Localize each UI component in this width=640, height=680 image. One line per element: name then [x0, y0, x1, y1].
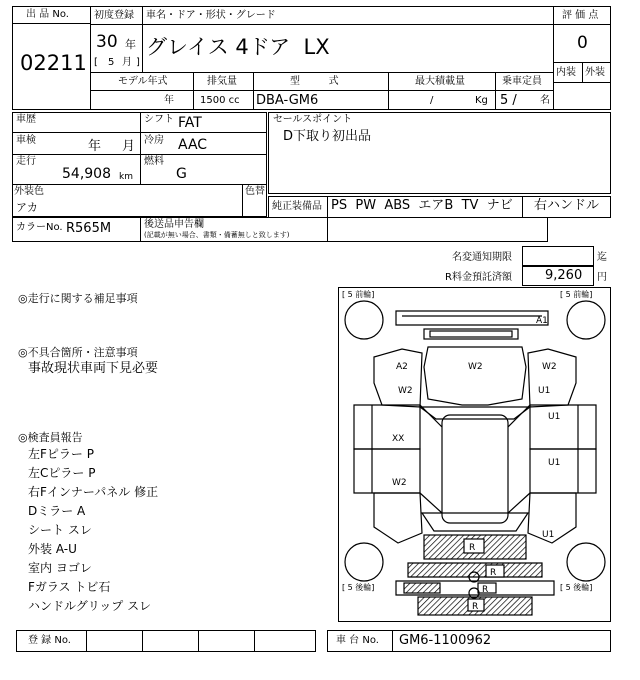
color-no-value: R565M — [66, 221, 112, 236]
tire-rear-right — [567, 543, 605, 581]
inspection-month-unit: 月 — [122, 139, 136, 154]
history-label: 車歴 — [16, 114, 36, 125]
left-front-fender — [374, 349, 422, 407]
damage-mark: A2 — [396, 362, 408, 372]
score-label: 評 価 点 — [562, 10, 599, 21]
front-bumper — [396, 311, 548, 325]
roof — [442, 415, 508, 523]
inspector-title: ◎検査員報告 — [18, 431, 83, 444]
damage-mark: XX — [392, 434, 405, 444]
damage-mark: R — [472, 602, 479, 612]
transfer-unit: 迄 — [597, 252, 607, 263]
rear-bumper — [408, 563, 542, 577]
chassis-number: GM6-1100962 — [399, 633, 492, 648]
car-name-label: 車名・ドア・形状・グレード — [146, 10, 276, 21]
ac-value: AAC — [178, 137, 208, 153]
tire-front-right — [567, 301, 605, 339]
capacity: 5 / — [500, 93, 517, 108]
mileage-unit: km — [119, 172, 133, 182]
lot-label: 出 品 No. — [26, 9, 69, 20]
model-year-label: モデル年式 — [118, 76, 168, 87]
reg-month: 5 — [108, 57, 115, 68]
left-front-door — [354, 405, 420, 449]
damage-mark: R — [482, 585, 489, 595]
damage-mark: U1 — [538, 386, 551, 396]
reg-month-close: ] — [136, 57, 140, 68]
inspector-item: 左Cピラー P — [28, 466, 96, 480]
right-rear-door — [530, 449, 596, 493]
damage-mark: W2 — [468, 362, 483, 372]
inspector-item: 室内 ヨゴレ — [28, 561, 92, 575]
inspector-item: 左Fピラー P — [28, 447, 94, 461]
inspector-item: シート スレ — [28, 523, 92, 537]
score-value: 0 — [577, 33, 588, 53]
tire-front-left — [345, 301, 383, 339]
damage-mark: A1 — [536, 316, 548, 326]
inspector-list — [28, 446, 158, 617]
damage-mark: U1 — [548, 412, 561, 422]
inspection-label: 車検 — [16, 135, 36, 146]
interior-score-label: 内装 — [556, 67, 576, 78]
sales-point-label: セールスポイント — [273, 114, 353, 125]
exterior-score-label: 外装 — [585, 67, 605, 78]
damage-mark: U1 — [542, 530, 555, 540]
equipment-label: 純正装備品 — [272, 201, 322, 212]
car-diagram — [338, 287, 611, 622]
load-sep: / — [430, 95, 434, 106]
car-name: グレイス 4ドア LX — [146, 35, 330, 59]
chassis-label: 車 台 No. — [336, 635, 379, 646]
recycle-label: R料金預託済額 — [445, 272, 512, 283]
right-front-door — [530, 405, 596, 449]
ext-color-label: 外装色 — [14, 186, 44, 197]
transfer-box — [522, 246, 594, 266]
inspector-item: Dミラー A — [28, 504, 86, 518]
hood — [424, 347, 526, 405]
shift-value: FAT — [178, 115, 202, 131]
type-label: 型 式 — [290, 76, 339, 87]
fuel-value: G — [176, 166, 187, 182]
reg-year: 30 — [96, 32, 118, 52]
ac-label: 冷房 — [144, 135, 164, 146]
tire-fl-label: [ 5 前輪] — [342, 290, 375, 299]
damage-mark: U1 — [548, 458, 561, 468]
reg-year-unit: 年 — [125, 38, 136, 51]
displacement-label: 排気量 — [207, 76, 237, 87]
transfer-label: 名変通知期限 — [452, 252, 512, 263]
inspector-item: 外装 A-U — [28, 542, 77, 556]
model-year-unit: 年 — [164, 95, 174, 106]
defects-text: 事故現状車両下見必要 — [28, 361, 159, 376]
tire-rear-left — [345, 543, 383, 581]
mileage-value: 54,908 — [62, 166, 111, 182]
reg-month-open: [ — [94, 57, 98, 68]
inspector-item: ハンドルグリップ スレ — [28, 599, 152, 613]
windshield — [420, 407, 530, 419]
sales-point-value: D下取り初出品 — [283, 129, 372, 144]
damage-mark: R — [490, 568, 497, 578]
equipment-value: PS PW ABS エアB TV ナビ — [331, 198, 513, 213]
mileage-label: 走行 — [16, 156, 36, 167]
fuel-label: 燃料 — [144, 156, 164, 167]
displacement: 1500 cc — [200, 95, 240, 106]
capacity-label: 乗車定員 — [502, 76, 542, 87]
inspection-year-unit: 年 — [88, 139, 102, 154]
rear-window — [422, 513, 528, 531]
model-type: DBA-GM6 — [256, 93, 319, 108]
color-no-label: カラーNo. — [16, 222, 63, 233]
driving-notes-title: ◎走行に関する補足事項 — [18, 292, 138, 305]
right-front-fender — [528, 349, 576, 407]
aftermarket-label: 後送品申告欄 — [144, 219, 204, 230]
left-rear-quarter — [374, 493, 422, 543]
tire-fr-label: [ 5 前輪] — [560, 290, 593, 299]
damage-mark: R — [469, 543, 476, 553]
tire-rr-label: [ 5 後輪] — [560, 583, 593, 592]
registration-label: 登 録 No. — [28, 635, 71, 646]
load-label: 最大積載量 — [415, 76, 465, 87]
lot-number: 02211 — [20, 51, 87, 75]
color-swap-label: 色替 — [245, 186, 265, 197]
aftermarket-note: (記載が無い場合、書類・備蓄無しと致します) — [144, 231, 290, 239]
inspector-item: 右Fインナーパネル 修正 — [28, 485, 159, 499]
recycle-value: 9,260 — [545, 268, 583, 283]
damage-mark: W2 — [392, 478, 407, 488]
defects-title: ◎不具合箇所・注意事項 — [18, 346, 138, 359]
reg-month-unit: 月 — [122, 57, 132, 68]
shift-label: シフト — [144, 114, 174, 125]
recycle-unit: 円 — [597, 272, 607, 283]
ext-color-value: アカ — [16, 201, 38, 214]
first-reg-label: 初度登録 — [94, 10, 134, 21]
damage-mark: W2 — [398, 386, 413, 396]
inspector-item: Fガラス トビ石 — [28, 580, 111, 594]
damage-mark: W2 — [542, 362, 557, 372]
capacity-unit: 名 — [540, 95, 550, 106]
load-unit: Kg — [475, 95, 488, 106]
steering-value: 右ハンドル — [534, 198, 600, 213]
tire-rl-label: [ 5 後輪] — [342, 583, 375, 592]
left-rear-door — [354, 449, 420, 493]
